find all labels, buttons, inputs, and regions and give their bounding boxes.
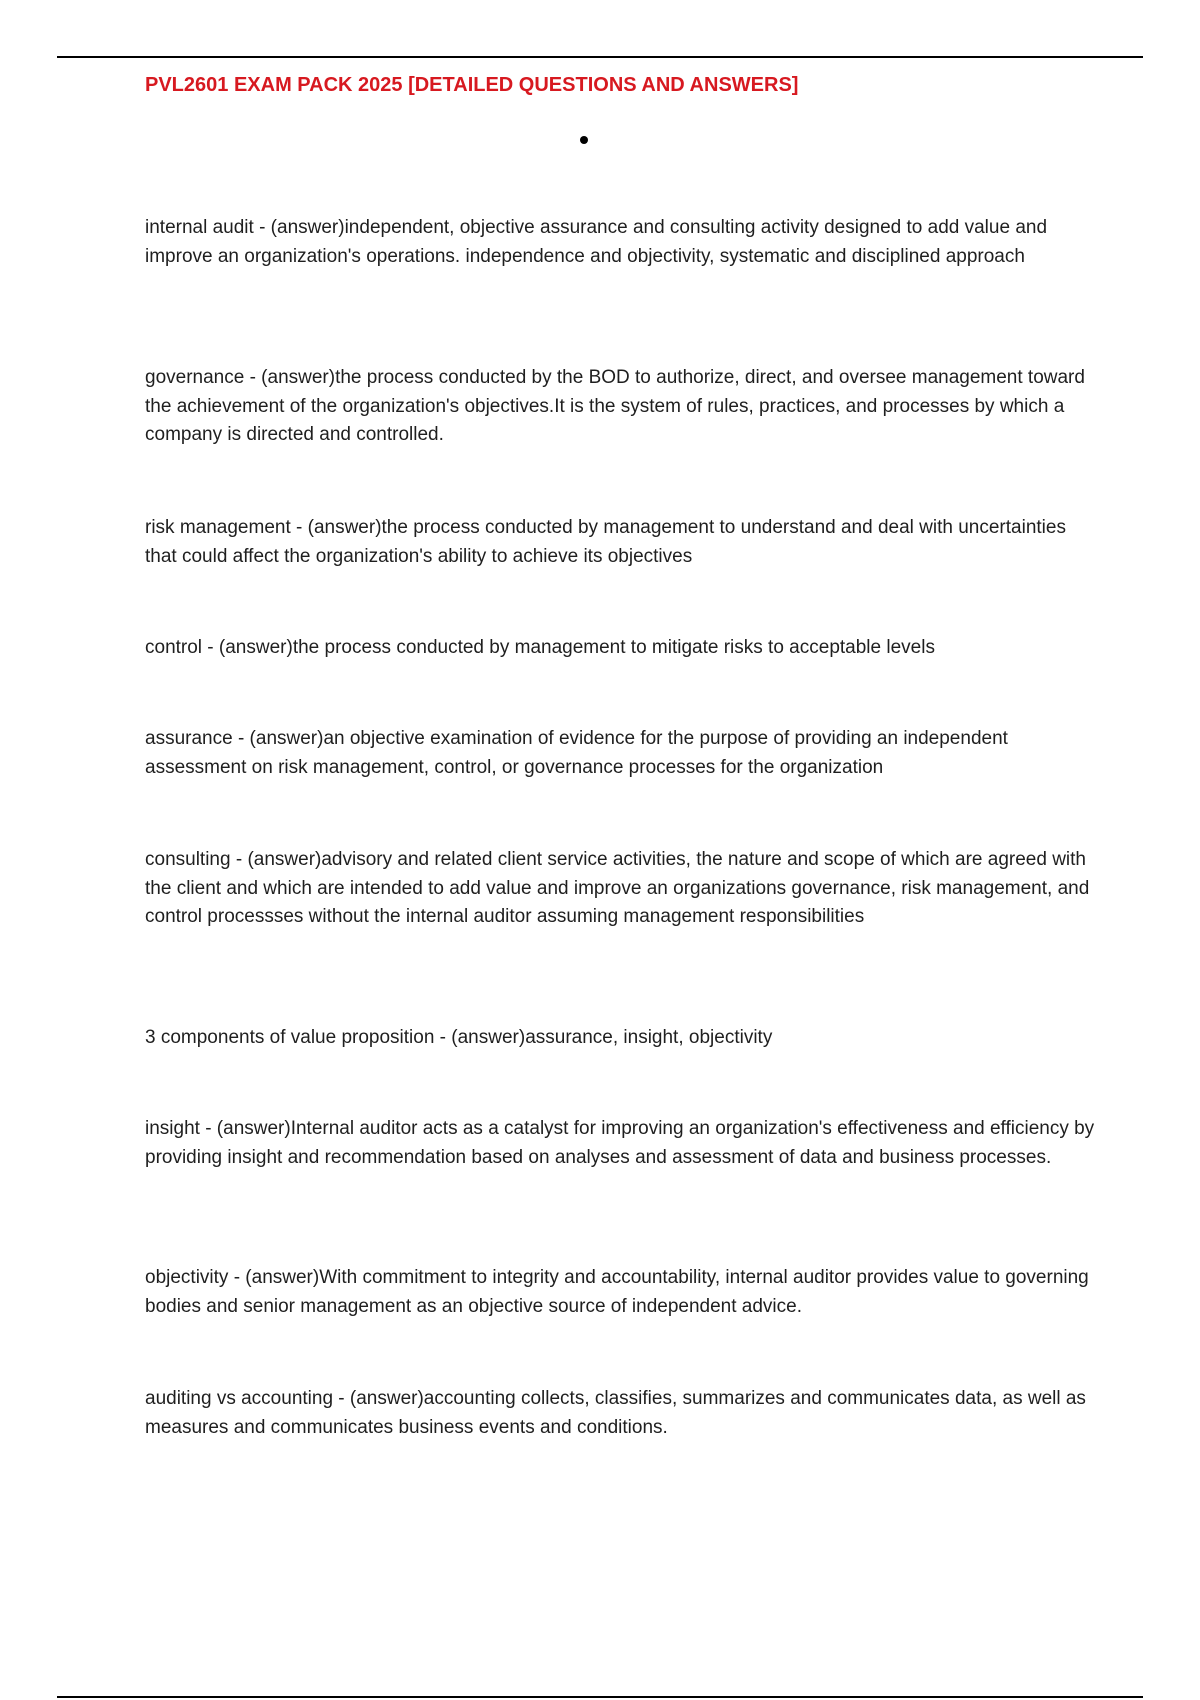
top-rule — [57, 56, 1143, 58]
qa-entry-governance: governance - (answer)the process conducted by the BOD to authorize, direct, and oversee management toward the achievement of the organization's objectives.It is the system of rules, practices, and processes by which a company is directed and controlled. — [145, 367, 1085, 445]
bottom-rule — [57, 1696, 1143, 1698]
qa-entry-value-proposition: 3 components of value proposition - (answer)assurance, insight, objectivity — [145, 1027, 773, 1048]
qa-entry-consulting: consulting - (answer)advisory and related client service activities, the nature and scope of which are agreed with the client and which are intended to add value and improve an organizations governance, risk management, and control processses without the internal auditor assuming management responsibilities — [145, 849, 1090, 927]
document-title: PVL2601 EXAM PACK 2025 [DETAILED QUESTIONS AND ANSWERS] — [145, 74, 799, 96]
qa-entry-insight: insight - (answer)Internal auditor acts as a catalyst for improving an organization's effectiveness and efficiency by providing insight and recommendation based on analyses and assessment of data and business processes. — [145, 1118, 1095, 1168]
qa-entry-assurance: assurance - (answer)an objective examination of evidence for the purpose of providing an independent assessment on risk management, control, or governance processes for the organization — [145, 728, 1008, 778]
qa-entry-risk-management: risk management - (answer)the process conducted by management to understand and deal with uncertainties that could affect the organization's ability to achieve its objectives — [145, 517, 1066, 567]
bullet-point — [580, 136, 588, 144]
qa-entry-internal-audit: internal audit - (answer)independent, objective assurance and consulting activity designed to add value and improve an organization's operations. independence and objectivity, systematic and disciplined approach — [145, 217, 1048, 267]
qa-entry-objectivity: objectivity - (answer)With commitment to integrity and accountability, internal auditor provides value to governing bodies and senior management as an objective source of independent advice. — [145, 1267, 1089, 1317]
qa-entry-auditing-vs-accounting: auditing vs accounting - (answer)accounting collects, classifies, summarizes and communicates data, as well as measures and communicates business events and conditions. — [145, 1388, 1086, 1438]
qa-entry-control: control - (answer)the process conducted by management to mitigate risks to acceptable levels — [145, 637, 935, 658]
